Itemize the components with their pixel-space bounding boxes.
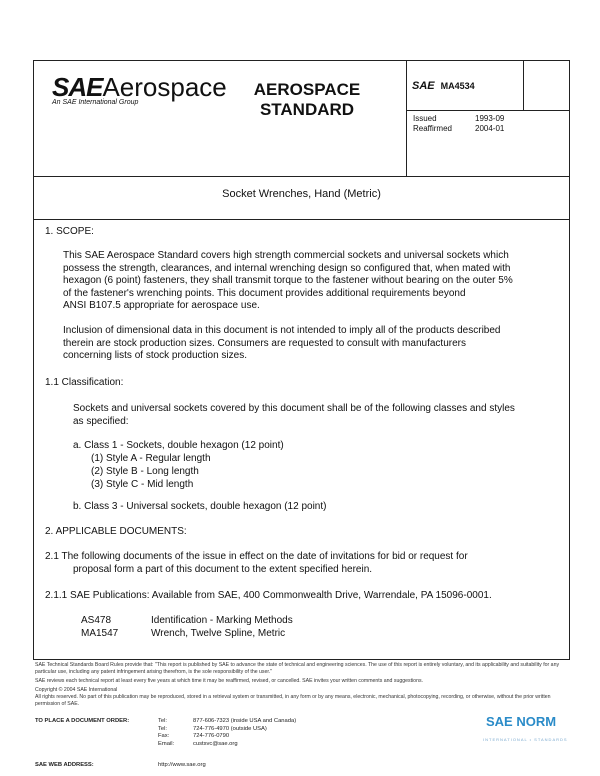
footer-notes [35,662,575,710]
issue-dates [413,114,504,134]
text-line: 2.1 The following documents of the issue in effect on the date of invitations for bid or request for [45,551,468,562]
web-address-link[interactable]: http://www.sae.org [158,762,206,768]
text-line: hexagon (6 point) fasteners, they shall transmit torque to the fastener without bearing on the outer 5% [63,275,513,286]
section-2-1-paragraph [45,551,468,576]
section-1-heading: 1. SCOPE: [45,226,94,237]
order-contact-labels [158,718,198,748]
contact-label: Tel: [158,725,168,732]
logo-aerospace: Aerospace [102,72,227,102]
sae-aerospace-logo [52,74,227,100]
section-1-1-heading: 1.1 Classification: [45,377,124,388]
doc-number-value: MA4534 [440,81,475,91]
document-number [412,80,475,92]
sae-norm-watermark [483,713,556,731]
header-row-divider [406,110,569,111]
text-line: as specified: [73,415,129,427]
copyright-note: Copyright © 2004 SAE International [35,687,118,693]
contact-label: Email: [158,740,175,747]
text-line: possess the strength, clearances, and internal wrenching design so configured that, when mated with [63,262,511,274]
footer-note: SAE reviews each technical report at least every five years at which time it may be reaffirmed, revised, or cancelled. SAE invites your written comments and suggestions. [35,678,423,684]
text-line: Sockets and universal sockets covered by this document shall be of the following classes and styles [73,403,515,414]
header-column-divider-2 [523,61,524,110]
text-line: This SAE Aerospace Standard covers high strength commercial sockets and universal sockets which [63,250,509,261]
style-a-item: (1) Style A - Regular length [91,453,211,464]
logo-sae: SAE [52,72,103,102]
contact-value: 724-776-4970 (outside USA) [193,725,267,732]
reaffirmed-value: 2004-01 [475,124,505,133]
text-line: therein are stock production sizes. Consumers are requested to consult with manufacturers [63,337,466,349]
reference-title: Wrench, Twelve Spline, Metric [151,627,286,639]
text-line: ANSI B107.5 appropriate for aerospace use. [63,300,260,311]
scope-paragraph-2 [63,325,500,363]
order-label: TO PLACE A DOCUMENT ORDER: [35,718,130,724]
style-b-item: (2) Style B - Long length [91,466,199,477]
style-c-item: (3) Style C - Mid length [91,479,194,490]
footer-note: All rights reserved. No part of this publication may be reproduced, stored in a retrieval system or transmitted, in any form or by any means, electronic, mechanical, photocopying, recording, or otherwise, without the prior written permission of SAE. [35,694,551,707]
standard-type-line-1: AEROSPACE [253,80,361,99]
logo-subtitle: An SAE International Group [52,99,139,106]
reference-code: MA1547 [81,627,119,639]
title-divider [34,219,569,220]
watermark-text: SAE NORM [486,714,557,729]
contact-value: 877-606-7323 (inside USA and Canada) [193,718,297,724]
header-divider [34,176,569,177]
contact-label: Fax: [158,733,170,739]
class-1-item: a. Class 1 - Sockets, double hexagon (12 point) [73,440,284,451]
reference-row [81,628,293,641]
document-title: Socket Wrenches, Hand (Metric) [222,188,381,200]
reference-title: Identification - Marking Methods [151,615,293,626]
issued-value: 1993-09 [475,114,505,123]
section-2-1-1: 2.1.1 SAE Publications: Available from SAE, 400 Commonwealth Drive, Warrendale, PA 15096-0001. [45,590,492,601]
text-line: concerning lists of stock production sizes. [63,350,247,361]
section-2-heading: 2. APPLICABLE DOCUMENTS: [45,526,187,537]
text-line: proposal form a part of this document to the extent specified herein. [73,563,373,575]
class-3-item: b. Class 3 - Universal sockets, double hexagon (12 point) [73,501,327,512]
doc-mark: SAE [412,80,435,92]
text-line: of the fastener's wrenching points. This document provides additional requirements beyond [63,287,466,299]
footer-note: SAE Technical Standards Board Rules provide that: "This report is published by SAE to advance the state of technical and engineering sciences. The use of this report is entirely voluntary, and its applicability and suitability for any particular use, including any patent infringement arising therefrom, is the sole responsibility of the user." [35,662,560,675]
scope-paragraph-1 [63,250,513,313]
watermark-subtitle: INTERNATIONAL • STANDARDS [483,737,568,742]
reference-row [81,615,293,628]
order-contact-values [193,718,353,748]
header-column-divider [406,61,407,176]
classification-paragraph [73,403,515,428]
standard-type-line-2: STANDARD [259,100,355,119]
reference-code: AS478 [81,615,112,626]
contact-value[interactable]: custsvc@sae.org [193,740,238,747]
text-line: Inclusion of dimensional data in this document is not intended to imply all of the products described [63,325,501,336]
issued-label: Issued [413,114,437,123]
reference-list [81,615,293,640]
reaffirmed-label: Reaffirmed [413,124,452,133]
standard-type [222,80,392,120]
contact-value: 724-776-0790 [193,733,230,739]
contact-label: Tel: [158,718,168,724]
web-address-label: SAE WEB ADDRESS: [35,762,94,768]
